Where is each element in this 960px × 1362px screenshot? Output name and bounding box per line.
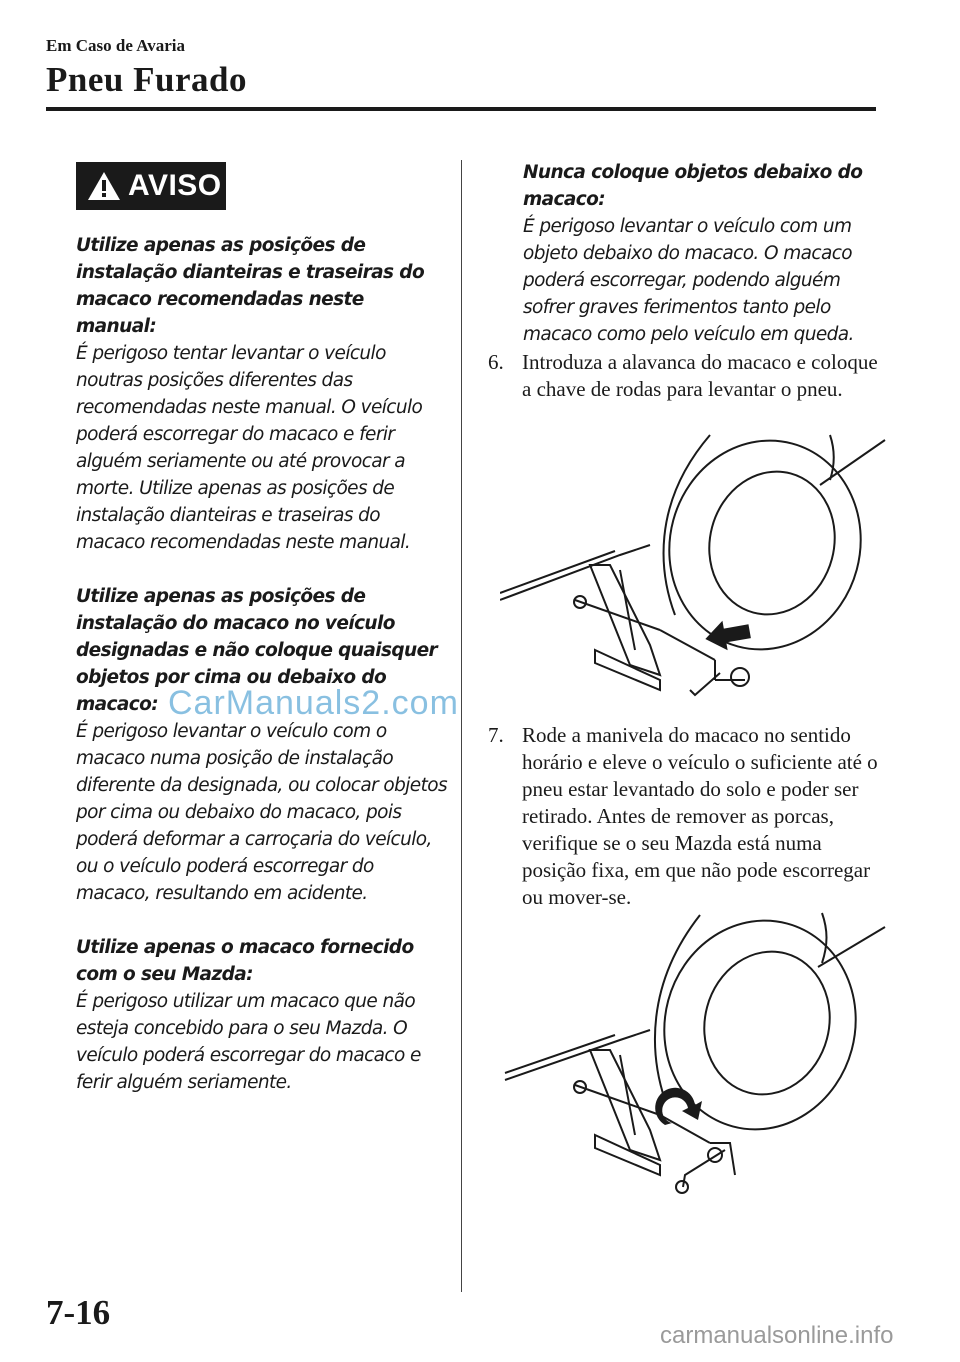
- jack-raise-illustration: [500, 905, 890, 1205]
- watermark: CarManuals2.com: [168, 684, 459, 722]
- step-text: Introduza a alavanca do macaco e coloque a chave de rodas para levantar o pneu.: [522, 350, 878, 401]
- warning-heading: Utilize apenas as posições de instalação dianteiras e traseiras do macaco recomendadas neste manual:: [76, 235, 425, 337]
- warning-block: [76, 232, 448, 556]
- section-label: Em Caso de Avaria: [46, 36, 185, 55]
- step-6: [488, 349, 883, 403]
- warning-text-right: [523, 159, 883, 348]
- warning-heading: Nunca coloque objetos debaixo do macaco:: [523, 162, 863, 210]
- warning-heading: Utilize apenas as posições de instalação do macaco no veículo designadas e não coloque quaisquer objetos por cima ou debaixo do macaco:: [76, 586, 438, 715]
- page-number: 7-16: [46, 1293, 111, 1332]
- step-text: Rode a manivela do macaco no sentido horário e eleve o veículo o suficiente até o pneu estar levantado do solo e poder ser retirado. Antes de remover as porcas, verifique se o seu Mazda está numa posição fixa, em que não pode escorregar ou mover-se.: [522, 723, 878, 909]
- column-divider: [461, 160, 462, 1292]
- step-number: 7.: [488, 723, 504, 747]
- warning-text-left: [76, 232, 448, 1123]
- footer-site: carmanualsonline.info: [660, 1322, 894, 1349]
- warning-block: [76, 934, 448, 1096]
- warning-body: É perigoso tentar levantar o veículo noutras posições diferentes das recomendadas neste manual. O veículo poderá escorregar do macaco e ferir alguém seriamente ou até provocar a morte. Utilize apenas as posições de instalação dianteiras e traseiras do macaco recomendadas neste manual.: [76, 343, 423, 553]
- chapter-title: Pneu Furado: [46, 60, 247, 99]
- warning-block: [76, 583, 448, 907]
- warning-body: É perigoso utilizar um macaco que não esteja concebido para o seu Mazda. O veículo poderá escorregar do macaco e ferir alguém seriamente.: [76, 991, 421, 1093]
- warning-body: É perigoso levantar o veículo com um objeto debaixo do macaco. O macaco poderá escorregar, podendo alguém sofrer graves ferimentos tanto pelo macaco como pelo veículo em queda.: [523, 216, 854, 345]
- warning-badge: [76, 162, 226, 210]
- warning-triangle-icon: [86, 170, 122, 202]
- step-7: [488, 722, 883, 911]
- warning-label: AVISO: [128, 169, 222, 202]
- header-rule: [46, 107, 876, 111]
- rotate-clockwise-icon: [655, 1088, 702, 1125]
- warning-heading: Utilize apenas o macaco fornecido com o seu Mazda:: [76, 937, 414, 985]
- jack-lever-illustration: [500, 425, 890, 705]
- warning-body: É perigoso levantar o veículo com o macaco numa posição de instalação diferente da designada, ou colocar objetos por cima ou debaixo do macaco, pois poderá deformar a carroçaria do veículo, ou o veículo poderá escorregar do macaco, resultando em acidente.: [76, 721, 447, 904]
- step-number: 6.: [488, 350, 504, 374]
